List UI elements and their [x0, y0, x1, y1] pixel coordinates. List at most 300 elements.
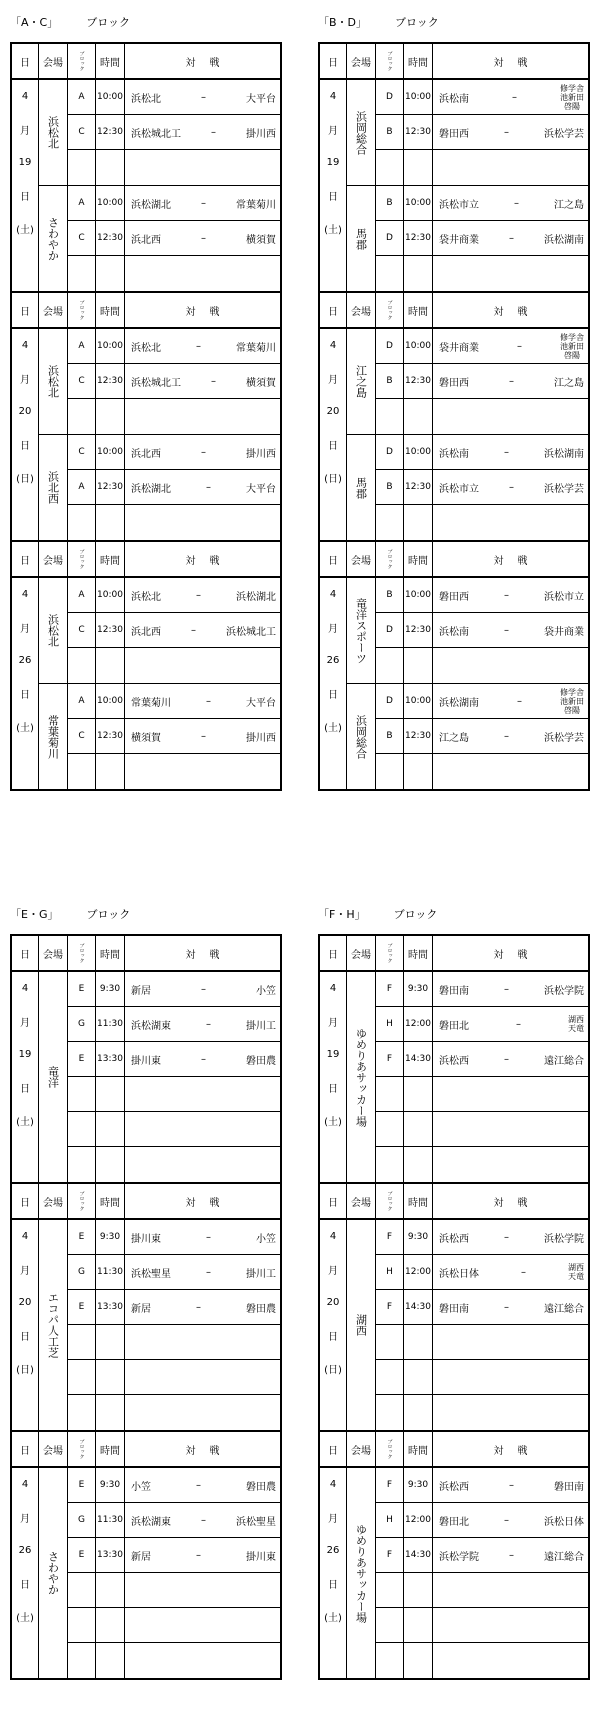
time-cell: 11:30 [96, 1007, 125, 1041]
date-part: 4 [329, 340, 337, 351]
table-row [376, 1220, 588, 1255]
vs-dash: – [509, 1479, 514, 1491]
match-cell [433, 80, 588, 114]
table-row [68, 150, 280, 185]
header-day: 日 [12, 293, 39, 327]
header-time: 時間 [96, 1184, 125, 1218]
header-day: 日 [320, 293, 347, 327]
away-team: 遠江総合 [544, 1055, 584, 1067]
date-part: (土) [16, 1613, 34, 1624]
table-row [376, 115, 588, 150]
away-team: 小笠 [256, 1233, 276, 1245]
match-cell [125, 150, 280, 185]
date-part: 日 [20, 690, 30, 701]
match-cell [125, 1042, 280, 1076]
vs-dash: – [509, 1549, 514, 1561]
match-rows [376, 578, 588, 683]
block-cell: H [376, 1503, 404, 1537]
vs-dash: – [514, 197, 519, 209]
vs-dash: – [196, 1549, 201, 1561]
away-team: 常葉菊川 [236, 199, 276, 211]
away-team: 浜松湖南 [544, 234, 584, 246]
block-cell [68, 1573, 96, 1607]
match-cell [125, 578, 280, 612]
day-body [12, 80, 280, 291]
match-rows [68, 329, 280, 434]
day-body [12, 329, 280, 540]
venue-group [39, 1220, 280, 1430]
table-row [68, 470, 280, 505]
time-cell: 14:30 [404, 1538, 433, 1572]
day-body [320, 1220, 588, 1430]
time-cell: 12:30 [404, 719, 433, 753]
header-day: 日 [320, 1184, 347, 1218]
date-part: (土) [16, 723, 34, 734]
time-cell: 9:30 [96, 1220, 125, 1254]
header-match-label: 対戦 [185, 949, 234, 961]
table-row [68, 364, 280, 399]
block-cell [68, 256, 96, 291]
table-row [68, 329, 280, 364]
time-cell [96, 1643, 125, 1678]
block-cell [376, 1147, 404, 1182]
table-row [376, 1255, 588, 1290]
vs-dash: – [521, 1266, 526, 1278]
vs-dash: – [201, 446, 206, 458]
date-column [320, 1468, 347, 1678]
away-team: 浜松学芸 [544, 732, 584, 744]
time-cell [404, 1395, 433, 1430]
home-team: 横須賀 [131, 732, 161, 744]
time-cell [96, 648, 125, 683]
vs-dash: – [211, 375, 216, 387]
time-cell: 9:30 [96, 972, 125, 1006]
vs-dash: – [206, 1266, 211, 1278]
away-team: 浜松湖北 [236, 591, 276, 603]
time-cell [96, 1112, 125, 1146]
day-section [320, 1432, 588, 1678]
time-cell [96, 1573, 125, 1607]
home-team: 袋井商業 [439, 234, 479, 246]
date-part: (土) [324, 723, 342, 734]
header-time: 時間 [96, 293, 125, 327]
block-cell: A [68, 684, 96, 718]
vs-dash: – [504, 126, 509, 138]
table-row [376, 399, 588, 434]
table-header-row [12, 1184, 280, 1220]
home-team: 浜北西 [131, 448, 161, 460]
table-row [68, 505, 280, 540]
venue-group [347, 1220, 588, 1430]
day-body [12, 1220, 280, 1430]
block-cell: C [68, 613, 96, 647]
match-cell [433, 1042, 588, 1076]
table-row [376, 1538, 588, 1573]
table-row [376, 1608, 588, 1643]
away-team: 湖西 天竜 [568, 1015, 584, 1033]
header-block: ブロック [376, 1184, 404, 1218]
time-cell: 12:30 [96, 364, 125, 398]
time-cell [96, 399, 125, 434]
block-cell: B [376, 719, 404, 753]
venue-name: 浜北西 [39, 435, 68, 540]
day-section [320, 44, 588, 293]
block-cell: C [68, 115, 96, 149]
date-part: 19 [326, 1049, 340, 1060]
match-cell [433, 1503, 588, 1537]
table-header-row [12, 293, 280, 329]
date-part: (日) [324, 1365, 342, 1376]
table-header-row [12, 542, 280, 578]
table-row [68, 1147, 280, 1182]
header-match-label: 対戦 [493, 555, 542, 567]
table-row [376, 1325, 588, 1360]
block-cell: C [68, 719, 96, 753]
time-cell: 10:00 [96, 435, 125, 469]
time-cell [404, 1608, 433, 1642]
away-team: 浜松市立 [544, 591, 584, 603]
match-rows [68, 80, 280, 185]
time-cell: 10:00 [404, 329, 433, 363]
time-cell: 11:30 [96, 1503, 125, 1537]
header-venue: 会場 [347, 542, 376, 576]
date-part: 日 [328, 1084, 338, 1095]
away-team: 遠江総合 [544, 1551, 584, 1563]
match-cell [433, 399, 588, 434]
match-cell [125, 1147, 280, 1182]
date-part: 日 [328, 1580, 338, 1591]
header-day: 日 [320, 542, 347, 576]
match-cell [125, 1573, 280, 1607]
header-time: 時間 [404, 1184, 433, 1218]
block-cell: F [376, 1220, 404, 1254]
match-cell [125, 1112, 280, 1146]
match-cell [125, 684, 280, 718]
match-cell [433, 1643, 588, 1678]
venue-name: 馬郡 [347, 186, 376, 291]
home-team: 浜北西 [131, 626, 161, 638]
table-row [376, 505, 588, 540]
venue-groups [39, 972, 280, 1182]
time-cell: 9:30 [96, 1468, 125, 1502]
block-cell: C [68, 364, 96, 398]
block-cell: D [376, 684, 404, 718]
panel-title-block-label: ブロック [395, 16, 439, 29]
match-cell [433, 1538, 588, 1572]
schedule-table [10, 934, 282, 1680]
day-body [12, 578, 280, 789]
away-team: 掛川東 [246, 1551, 276, 1563]
match-cell [433, 329, 588, 363]
table-row [68, 1360, 280, 1395]
time-cell [404, 150, 433, 185]
header-block: ブロック [68, 1432, 96, 1466]
panel-title-text: 「A・C」 [10, 16, 59, 29]
date-part: (日) [324, 474, 342, 485]
block-cell [376, 1325, 404, 1359]
day-section [12, 542, 280, 789]
block-cell [376, 1077, 404, 1111]
venue-group [39, 972, 280, 1182]
date-part: 月 [328, 126, 338, 137]
block-cell [376, 1395, 404, 1430]
day-section [12, 293, 280, 542]
home-team: 掛川東 [131, 1233, 161, 1245]
header-day: 日 [320, 44, 347, 78]
venue-groups [347, 972, 588, 1182]
match-rows [68, 1220, 280, 1430]
panel-title [10, 14, 130, 32]
date-part: 26 [326, 655, 340, 666]
time-cell [404, 1360, 433, 1394]
venue-group [39, 329, 280, 435]
header-block: ブロック [376, 542, 404, 576]
home-team: 浜松南 [439, 626, 469, 638]
match-cell [125, 1608, 280, 1642]
date-part: 月 [20, 1514, 30, 1525]
date-part: 4 [329, 1231, 337, 1242]
time-cell [96, 1360, 125, 1394]
venue-groups [39, 578, 280, 789]
match-cell [433, 1290, 588, 1324]
home-team: 江之島 [439, 732, 469, 744]
match-cell [125, 256, 280, 291]
header-match [433, 293, 588, 327]
date-part: 19 [18, 157, 32, 168]
block-cell: F [376, 1290, 404, 1324]
vs-dash: – [504, 1301, 509, 1313]
date-column [12, 1220, 39, 1430]
vs-dash: – [201, 730, 206, 742]
time-cell [404, 505, 433, 540]
away-team: 大平台 [246, 483, 276, 495]
vs-dash: – [201, 197, 206, 209]
away-team: 遠江総合 [544, 1303, 584, 1315]
date-part: 月 [20, 1018, 30, 1029]
date-part: (日) [16, 1365, 34, 1376]
venue-group [347, 80, 588, 186]
venue-group [39, 1468, 280, 1678]
header-block: ブロック [376, 1432, 404, 1466]
block-cell [68, 505, 96, 540]
header-venue: 会場 [39, 293, 68, 327]
time-cell [404, 1325, 433, 1359]
table-row [376, 1643, 588, 1678]
table-row [68, 613, 280, 648]
time-cell: 9:30 [404, 972, 433, 1006]
away-team: 大平台 [246, 93, 276, 105]
vs-dash: – [504, 624, 509, 636]
block-cell: C [68, 435, 96, 469]
venue-groups [347, 329, 588, 540]
header-block: ブロック [68, 293, 96, 327]
date-part: 26 [326, 1545, 340, 1556]
day-section [12, 1184, 280, 1432]
table-row [68, 1220, 280, 1255]
table-row [376, 1360, 588, 1395]
match-cell [125, 1325, 280, 1359]
venue-name: エコパ人工芝 [39, 1220, 68, 1430]
date-part: 4 [329, 1479, 337, 1490]
date-column [320, 972, 347, 1182]
header-day: 日 [12, 936, 39, 970]
away-team: 磐田南 [554, 1481, 584, 1493]
table-row [68, 1643, 280, 1678]
table-header-row [320, 936, 588, 972]
time-cell [96, 505, 125, 540]
date-part: 月 [328, 375, 338, 386]
match-cell [433, 754, 588, 789]
block-cell: A [68, 186, 96, 220]
vs-dash: – [516, 1018, 521, 1030]
header-venue: 会場 [39, 542, 68, 576]
match-rows [68, 1468, 280, 1678]
table-row [376, 150, 588, 185]
table-row [376, 221, 588, 256]
block-cell [68, 1643, 96, 1678]
time-cell: 12:30 [96, 470, 125, 504]
header-match-label: 対戦 [185, 1445, 234, 1457]
table-row [376, 578, 588, 613]
header-time: 時間 [404, 542, 433, 576]
date-column [320, 329, 347, 540]
table-row [376, 1468, 588, 1503]
block-cell: D [376, 221, 404, 255]
match-cell [433, 1608, 588, 1642]
venue-name: 馬郡 [347, 435, 376, 540]
block-cell: F [376, 1538, 404, 1572]
header-match [125, 542, 280, 576]
away-team: 横須賀 [246, 234, 276, 246]
time-cell: 10:00 [96, 186, 125, 220]
date-part: 月 [20, 624, 30, 635]
date-column [12, 578, 39, 789]
away-team: 修学舎 池新田 啓陽 [560, 332, 584, 360]
header-venue: 会場 [39, 44, 68, 78]
away-team: 浜松学芸 [544, 483, 584, 495]
table-row [68, 1538, 280, 1573]
home-team: 新居 [131, 1551, 151, 1563]
block-cell: D [376, 329, 404, 363]
block-cell [68, 648, 96, 683]
block-cell: B [376, 364, 404, 398]
date-part: 月 [20, 1266, 30, 1277]
vs-dash: – [504, 730, 509, 742]
date-column [12, 1468, 39, 1678]
block-cell: E [68, 1042, 96, 1076]
match-rows [376, 329, 588, 434]
date-part: 4 [329, 983, 337, 994]
block-cell: A [68, 470, 96, 504]
block-cell: G [68, 1007, 96, 1041]
time-cell: 10:00 [96, 80, 125, 114]
header-match-label: 対戦 [493, 1445, 542, 1457]
time-cell [96, 150, 125, 185]
time-cell: 12:30 [96, 115, 125, 149]
header-block: ブロック [68, 44, 96, 78]
date-part: 4 [21, 589, 29, 600]
vs-dash: – [196, 589, 201, 601]
home-team: 磐田南 [439, 1303, 469, 1315]
away-team: 湖西 天竜 [568, 1263, 584, 1281]
home-team: 浜松湖東 [131, 1020, 171, 1032]
date-part: (土) [324, 225, 342, 236]
home-team: 浜松市立 [439, 199, 479, 211]
day-body [12, 972, 280, 1182]
match-rows [376, 1220, 588, 1430]
block-cell [376, 505, 404, 540]
date-part: 4 [21, 983, 29, 994]
header-day: 日 [320, 1432, 347, 1466]
match-cell [433, 115, 588, 149]
time-cell [96, 1325, 125, 1359]
panel-title-block-label: ブロック [86, 908, 131, 921]
time-cell [404, 1112, 433, 1146]
away-team: 袋井商業 [544, 626, 584, 638]
block-cell: C [68, 221, 96, 255]
home-team: 磐田北 [439, 1020, 469, 1032]
match-rows [376, 972, 588, 1182]
table-row [68, 1395, 280, 1430]
away-team: 常葉菊川 [236, 342, 276, 354]
block-cell: B [376, 578, 404, 612]
table-row [376, 754, 588, 789]
time-cell [96, 1077, 125, 1111]
time-cell: 12:30 [404, 470, 433, 504]
vs-dash: – [196, 1479, 201, 1491]
home-team: 浜松北 [131, 93, 161, 105]
header-match-label: 対戦 [493, 949, 542, 961]
venue-name: 江之島 [347, 329, 376, 434]
header-venue: 会場 [39, 1432, 68, 1466]
home-team: 浜松北 [131, 342, 161, 354]
match-cell [125, 972, 280, 1006]
home-team: 浜松湖東 [131, 1516, 171, 1528]
home-team: 浜松南 [439, 93, 469, 105]
header-match-label: 対戦 [493, 1197, 542, 1209]
table-header-row [320, 1432, 588, 1468]
venue-name: 竜洋スポーツ [347, 578, 376, 683]
block-cell [68, 1608, 96, 1642]
block-cell: B [376, 470, 404, 504]
home-team: 浜松市立 [439, 483, 479, 495]
home-team: 浜松湖北 [131, 483, 171, 495]
header-time: 時間 [96, 936, 125, 970]
away-team: 浜松学芸 [544, 128, 584, 140]
block-cell: F [376, 972, 404, 1006]
away-team: 大平台 [246, 697, 276, 709]
away-team: 横須賀 [246, 377, 276, 389]
time-cell: 10:00 [404, 684, 433, 718]
schedule-table [318, 42, 590, 791]
header-time: 時間 [96, 542, 125, 576]
table-header-row [12, 936, 280, 972]
vs-dash: – [504, 983, 509, 995]
day-section [320, 542, 588, 789]
block-cell: D [376, 613, 404, 647]
table-row [376, 1112, 588, 1147]
table-row [68, 1007, 280, 1042]
table-row [376, 613, 588, 648]
home-team: 浜松西 [439, 1055, 469, 1067]
header-match-label: 対戦 [493, 306, 542, 318]
header-block: ブロック [68, 936, 96, 970]
time-cell: 10:00 [96, 684, 125, 718]
match-cell [125, 1220, 280, 1254]
match-cell [125, 505, 280, 540]
venue-group [39, 435, 280, 540]
away-team: 浜松日体 [544, 1516, 584, 1528]
